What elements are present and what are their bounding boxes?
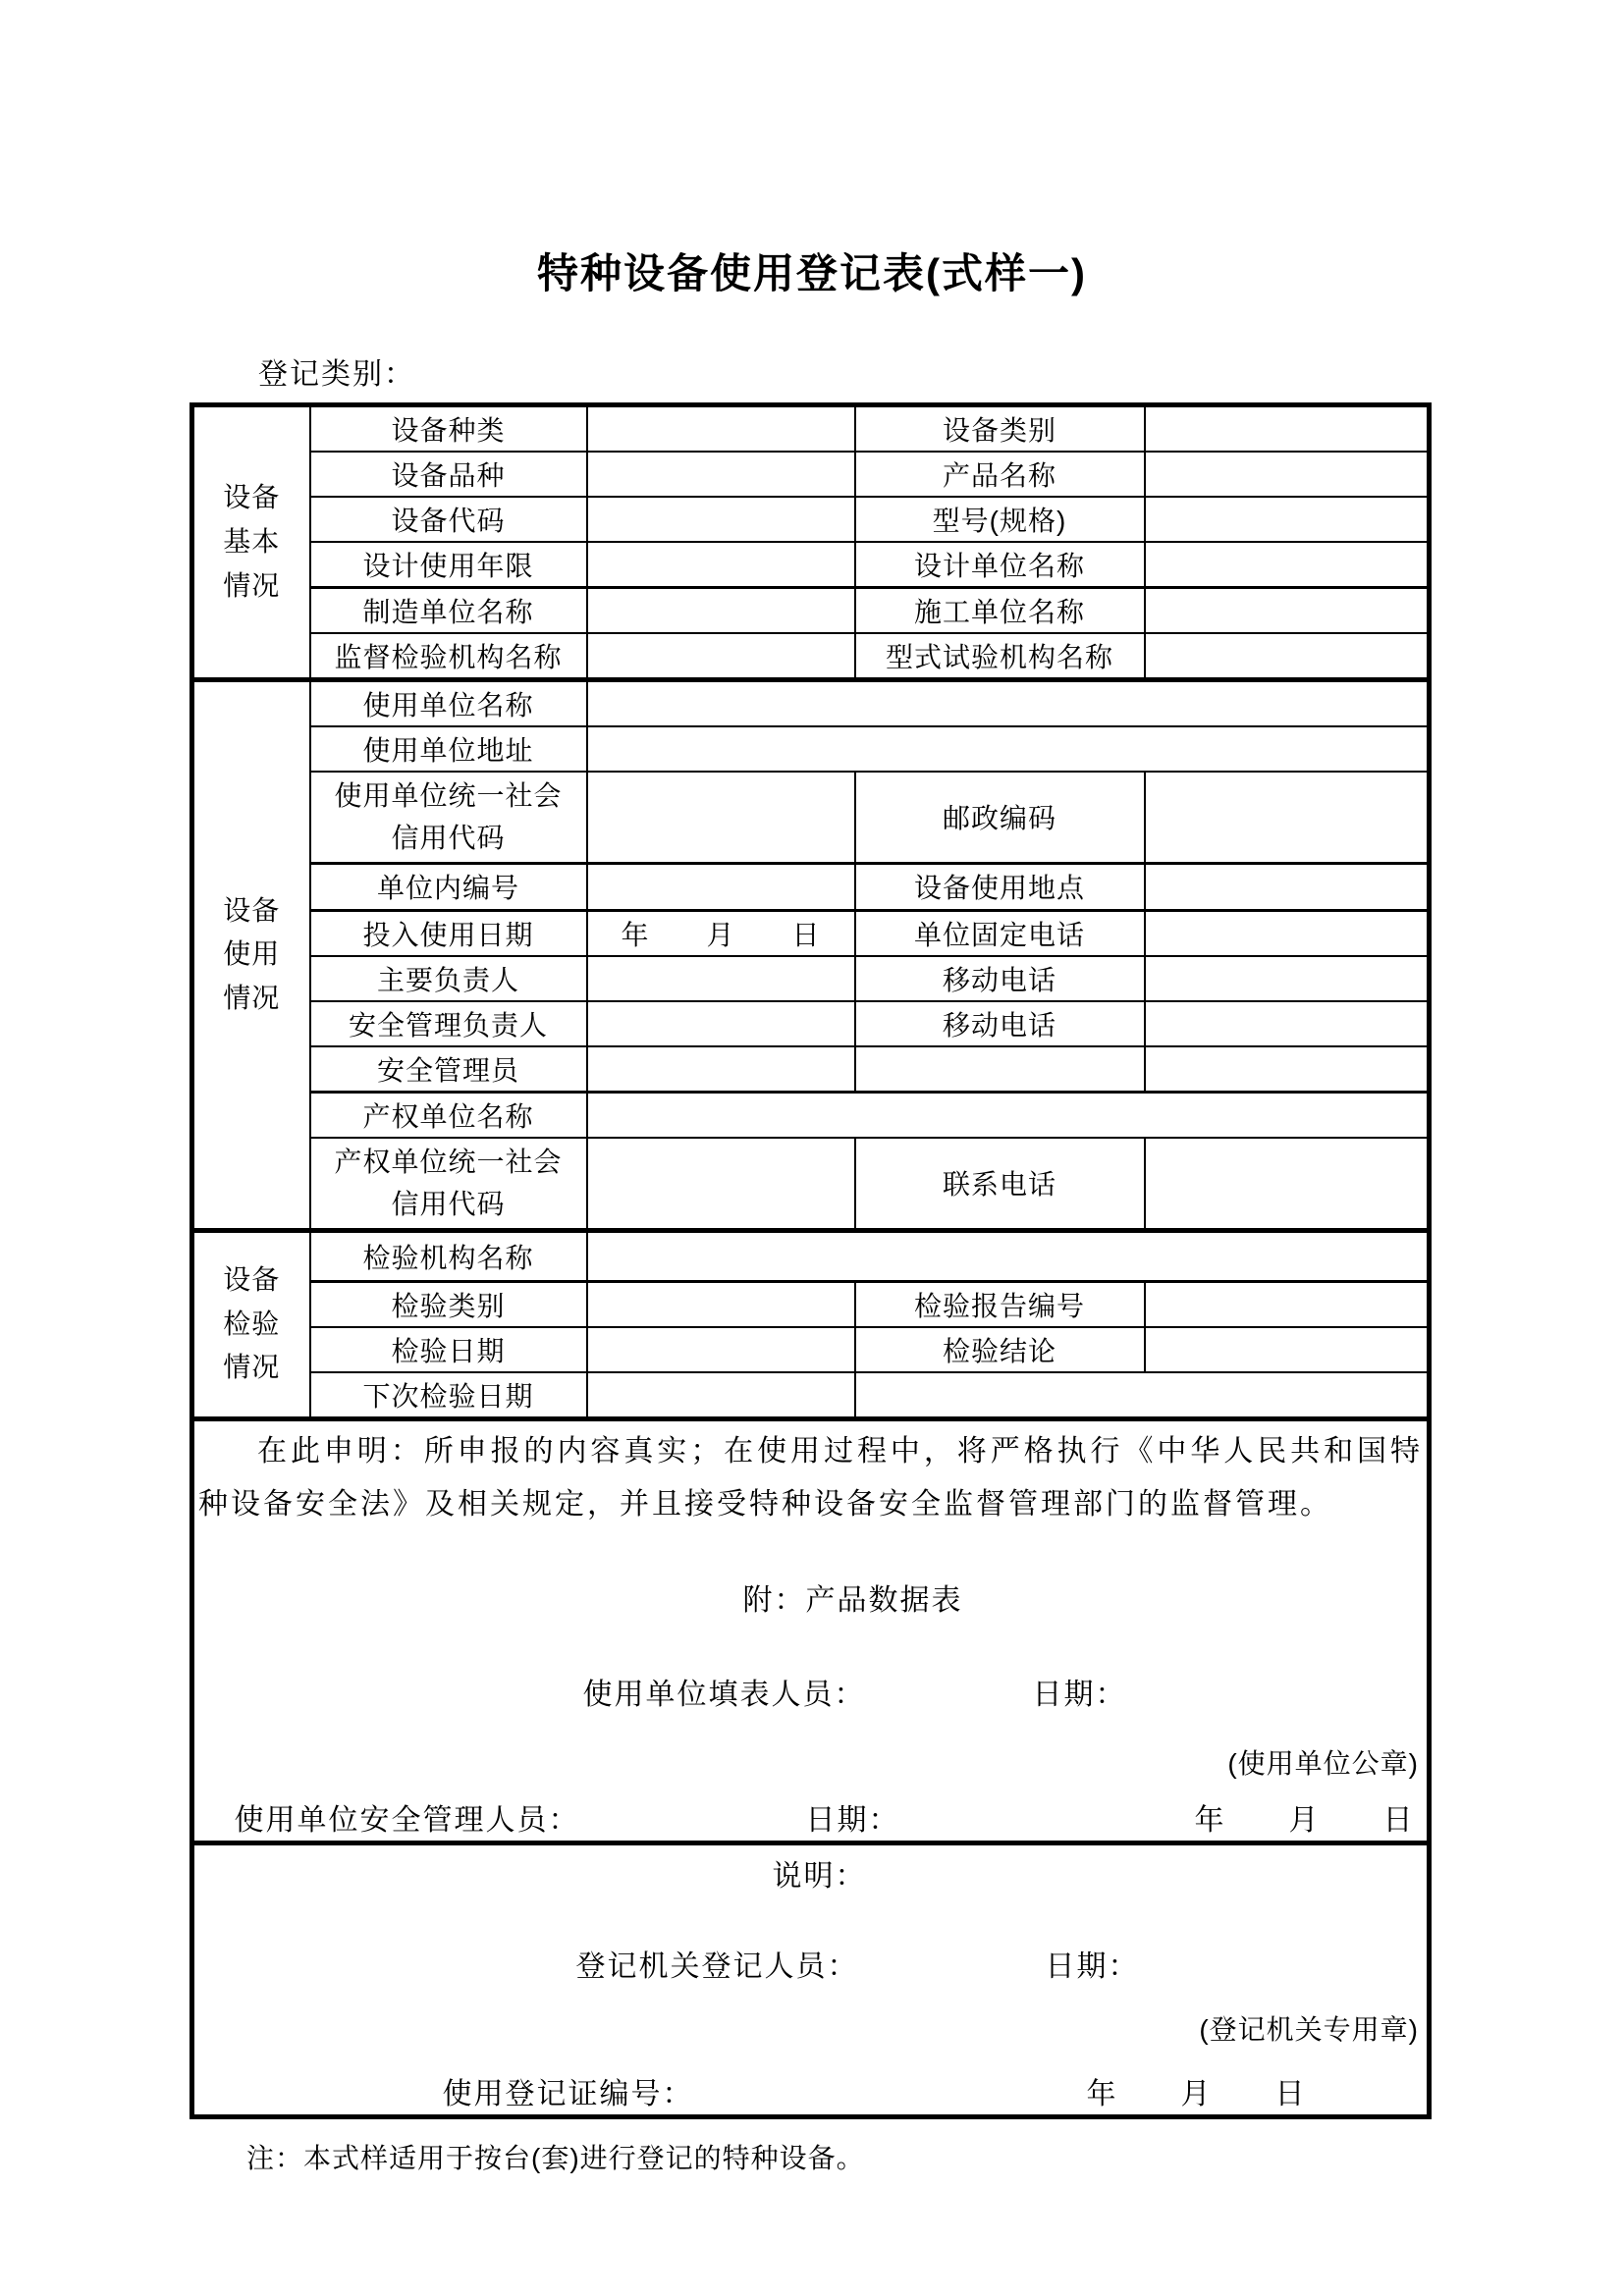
value-safety-officer[interactable] bbox=[587, 1046, 855, 1093]
label-inspection-org-name: 检验机构名称 bbox=[310, 1230, 587, 1281]
value-usage-location[interactable] bbox=[1145, 863, 1430, 910]
certificate-number-label: 使用登记证编号： bbox=[442, 2078, 694, 2111]
label-inspection-conclusion: 检验结论 bbox=[855, 1327, 1145, 1372]
label-manufacturer-name: 制造单位名称 bbox=[310, 588, 587, 634]
value-device-code[interactable] bbox=[587, 497, 855, 542]
value-principal[interactable] bbox=[587, 956, 855, 1001]
section-label-inspection-info: 设备检验情况 bbox=[192, 1230, 310, 1418]
notes-label: 说明： bbox=[772, 1860, 867, 1894]
label-construction-unit-name: 施工单位名称 bbox=[855, 588, 1145, 634]
value-next-inspection-date[interactable] bbox=[587, 1372, 855, 1419]
label-postal-code: 邮政编码 bbox=[855, 772, 1145, 863]
value-owner-credit-code[interactable] bbox=[587, 1138, 855, 1230]
value-owner-unit-name[interactable] bbox=[587, 1092, 1430, 1138]
section-label-basic-info: 设备基本情况 bbox=[192, 405, 310, 680]
label-mobile-phone-2: 移动电话 bbox=[855, 1001, 1145, 1046]
certificate-number-line bbox=[326, 2069, 1423, 2112]
label-inspection-report-number: 检验报告编号 bbox=[855, 1281, 1145, 1327]
label-device-category: 设备类别 bbox=[855, 405, 1145, 453]
value-user-unit-name[interactable] bbox=[587, 680, 1430, 727]
certificate-ymd: 年 月 日 bbox=[1086, 2078, 1307, 2111]
registrar-label: 登记机关登记人员： bbox=[575, 1950, 859, 1984]
label-user-unit-name: 使用单位名称 bbox=[310, 680, 587, 727]
value-user-unit-address[interactable] bbox=[587, 726, 1430, 772]
label-device-variety: 设备品种 bbox=[310, 452, 587, 497]
value-product-name[interactable] bbox=[1145, 452, 1430, 497]
filler-date-label: 日期： bbox=[1032, 1679, 1127, 1712]
value-manufacturer-name[interactable] bbox=[587, 588, 855, 634]
value-mobile-phone-1[interactable] bbox=[1145, 956, 1430, 1001]
value-inspection-type[interactable] bbox=[587, 1281, 855, 1327]
value-unit-fixed-phone[interactable] bbox=[1145, 910, 1430, 956]
attachment-note: 附：产品数据表 bbox=[742, 1584, 963, 1618]
section-label-usage-info: 设备使用情况 bbox=[192, 680, 310, 1231]
value-model-spec[interactable] bbox=[1145, 497, 1430, 542]
label-safety-officer: 安全管理员 bbox=[310, 1046, 587, 1093]
value-construction-unit-name[interactable] bbox=[1145, 588, 1430, 634]
value-safety-management-principal[interactable] bbox=[587, 1001, 855, 1046]
value-inspection-date[interactable] bbox=[587, 1327, 855, 1372]
label-contact-phone: 联系电话 bbox=[855, 1138, 1145, 1230]
footer-note: 注：本式样适用于按台(套)进行登记的特种设备。 bbox=[246, 2143, 865, 2174]
value-contact-phone[interactable] bbox=[1145, 1138, 1430, 1230]
label-design-unit-name: 设计单位名称 bbox=[855, 542, 1145, 588]
label-inspection-date: 检验日期 bbox=[310, 1327, 587, 1372]
value-type-test-org[interactable] bbox=[1145, 633, 1430, 680]
registrar-signature-line bbox=[293, 1942, 1423, 1985]
label-usage-location: 设备使用地点 bbox=[855, 863, 1145, 910]
label-blank bbox=[855, 1046, 1145, 1093]
safety-manager-label: 使用单位安全管理人员： bbox=[234, 1804, 580, 1838]
value-commissioning-date[interactable]: 年 月 日 bbox=[587, 910, 855, 956]
unit-seal-note: (使用单位公章) bbox=[1227, 1748, 1419, 1780]
value-device-type[interactable] bbox=[587, 405, 855, 453]
label-product-name: 产品名称 bbox=[855, 452, 1145, 497]
filler-label: 使用单位填表人员： bbox=[582, 1679, 866, 1712]
label-supervision-inspection-org: 监督检验机构名称 bbox=[310, 633, 587, 680]
label-next-inspection-date: 下次检验日期 bbox=[310, 1372, 587, 1419]
value-design-unit-name[interactable] bbox=[1145, 542, 1430, 588]
label-unit-fixed-phone: 单位固定电话 bbox=[855, 910, 1145, 956]
label-internal-number: 单位内编号 bbox=[310, 863, 587, 910]
page-title: 特种设备使用登记表(式样一) bbox=[537, 250, 1087, 296]
registrar-date-label: 日期： bbox=[1045, 1950, 1140, 1984]
safety-ymd: 年 月 日 bbox=[1194, 1804, 1415, 1838]
value-inspection-org-name[interactable] bbox=[587, 1230, 1430, 1281]
registration-form-table bbox=[189, 402, 1432, 2119]
label-device-type: 设备种类 bbox=[310, 405, 587, 453]
value-blank[interactable] bbox=[1145, 1046, 1430, 1093]
value-inspection-report-number[interactable] bbox=[1145, 1281, 1430, 1327]
label-device-code: 设备代码 bbox=[310, 497, 587, 542]
value-device-variety[interactable] bbox=[587, 452, 855, 497]
registration-category-label: 登记类别： bbox=[258, 358, 415, 391]
label-owner-credit-code: 产权单位统一社会信用代码 bbox=[310, 1138, 587, 1230]
safety-manager-signature-line bbox=[226, 1795, 1423, 1839]
label-type-test-org: 型式试验机构名称 bbox=[855, 633, 1145, 680]
label-owner-unit-name: 产权单位名称 bbox=[310, 1092, 587, 1138]
notes-block bbox=[192, 1843, 1430, 2117]
safety-date-label: 日期： bbox=[805, 1804, 900, 1838]
label-user-unit-address: 使用单位地址 bbox=[310, 726, 587, 772]
value-mobile-phone-2[interactable] bbox=[1145, 1001, 1430, 1046]
value-next-inspection-extra[interactable] bbox=[855, 1372, 1430, 1419]
label-design-service-life: 设计使用年限 bbox=[310, 542, 587, 588]
filler-signature-line bbox=[287, 1670, 1423, 1713]
value-design-service-life[interactable] bbox=[587, 542, 855, 588]
label-inspection-type: 检验类别 bbox=[310, 1281, 587, 1327]
value-inspection-conclusion[interactable] bbox=[1145, 1327, 1430, 1372]
label-safety-management-principal: 安全管理负责人 bbox=[310, 1001, 587, 1046]
declaration-block bbox=[192, 1418, 1430, 1843]
value-supervision-inspection-org[interactable] bbox=[587, 633, 855, 680]
label-principal: 主要负责人 bbox=[310, 956, 587, 1001]
label-mobile-phone-1: 移动电话 bbox=[855, 956, 1145, 1001]
value-user-credit-code[interactable] bbox=[587, 772, 855, 863]
declaration-statement: 在此申明：所申报的内容真实；在使用过程中，将严格执行《中华人民共和国特种设备安全法》及相关规定，并且接受特种设备安全监督管理部门的监督管理。 bbox=[198, 1434, 1423, 1522]
value-postal-code[interactable] bbox=[1145, 772, 1430, 863]
label-model-spec: 型号(规格) bbox=[855, 497, 1145, 542]
value-internal-number[interactable] bbox=[587, 863, 855, 910]
label-user-credit-code: 使用单位统一社会信用代码 bbox=[310, 772, 587, 863]
label-commissioning-date: 投入使用日期 bbox=[310, 910, 587, 956]
value-device-category[interactable] bbox=[1145, 405, 1430, 453]
authority-seal-note: (登记机关专用章) bbox=[1199, 2014, 1419, 2046]
